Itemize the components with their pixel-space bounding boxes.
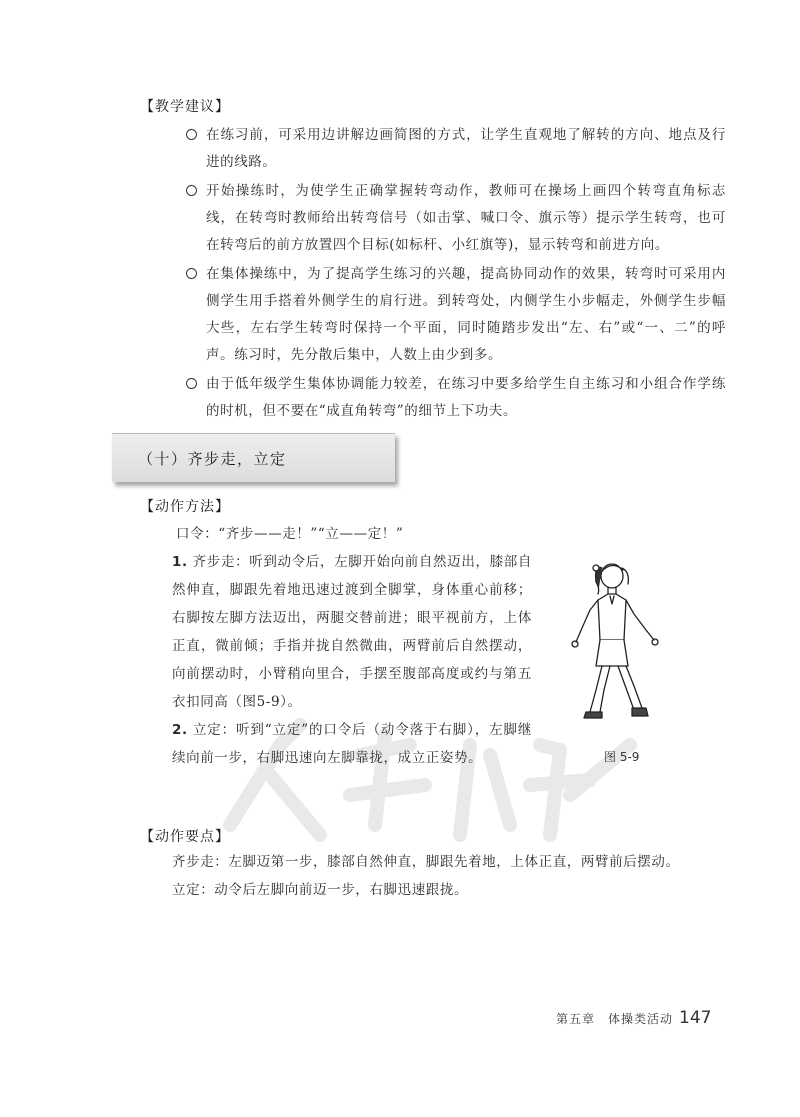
figure-caption: 图 5-9 (604, 750, 640, 764)
list-item (186, 122, 726, 176)
tip-text: 由于低年级学生集体协调能力较差，在练习中要多给学生自主练习和小组合作学练的时机，但不要在“成直角转弯”的细节上下功夫。 (206, 376, 726, 419)
tip-text: 开始操练时，为使学生正确掌握转弯动作，教师可在操场上画四个转弯直角标志线，在转弯时教师给出转弯信号（如击掌、喊口令、旗示等）提示学生转弯，也可在转弯后的前方放置四个目标(如标杆、小红旗等)，显示转弯和前进方向。 (206, 183, 726, 253)
page-footer (556, 1008, 711, 1028)
circle-bullet-icon (186, 185, 197, 196)
chapter-label: 第五章 体操类活动 (556, 1012, 674, 1026)
key-points-body (172, 848, 732, 904)
section-title: （十）齐步走，立定 (138, 450, 287, 468)
circle-bullet-icon (186, 378, 197, 389)
list-item (186, 261, 726, 369)
page-number: 147 (679, 1008, 712, 1028)
section-title-banner (112, 433, 395, 482)
circle-bullet-icon (186, 129, 197, 140)
step-1-paragraph (172, 548, 532, 716)
circle-bullet-icon (186, 268, 197, 279)
step-1-number: 1. (172, 554, 188, 570)
walking-girl-illustration (560, 558, 670, 728)
key-point-line: 齐步走：左脚迈第一步，膝部自然伸直，脚跟先着地，上体正直，两臂前后摆动。 (172, 854, 680, 870)
key-point-line: 立定：动令后左脚向前迈一步，右脚迅速跟拢。 (172, 882, 469, 898)
step-2-number: 2. (172, 722, 188, 738)
teaching-suggestions-heading: 【教学建议】 (140, 99, 230, 115)
command-text: 口令：“齐步——走！”“立——定！” (176, 526, 404, 542)
step-2-text: 立定：听到“立定”的口令后（动令落于右脚），左脚继续向前一步，右脚迅速向左脚靠拢，成立正姿势。 (172, 722, 532, 766)
step-1-text: 齐步走：听到动令后，左脚开始向前自然迈出，膝部自然伸直，脚跟先着地迅速过渡到全脚掌，身体重心前移；右脚按左脚方法迈出，两腿交替前进；眼平视前方，上体正直，微前倾；手指并拢自然微曲，两臂前后自然摆动，向前摆动时，小臂稍向里合，手摆至腹部高度或约与第五衣扣同高（图5-9）。 (172, 554, 532, 710)
action-method-heading: 【动作方法】 (140, 499, 230, 515)
tip-text: 在集体操练中，为了提高学生练习的兴趣，提高协同动作的效果，转弯时可采用内侧学生用手搭着外侧学生的肩行进。到转弯处，内侧学生小步幅走，外侧学生步幅大些，左右学生转弯时保持一个平面，同时随踏步发出“左、右”或“一、二”的呼声。练习时，先分散后集中，人数上由少到多。 (206, 266, 726, 363)
tip-text: 在练习前，可采用边讲解边画简图的方式，让学生直观地了解转的方向、地点及行进的线路。 (206, 127, 726, 170)
teaching-suggestions-list (186, 122, 726, 427)
list-item (186, 371, 726, 425)
list-item (186, 178, 726, 259)
key-points-heading: 【动作要点】 (140, 829, 230, 845)
